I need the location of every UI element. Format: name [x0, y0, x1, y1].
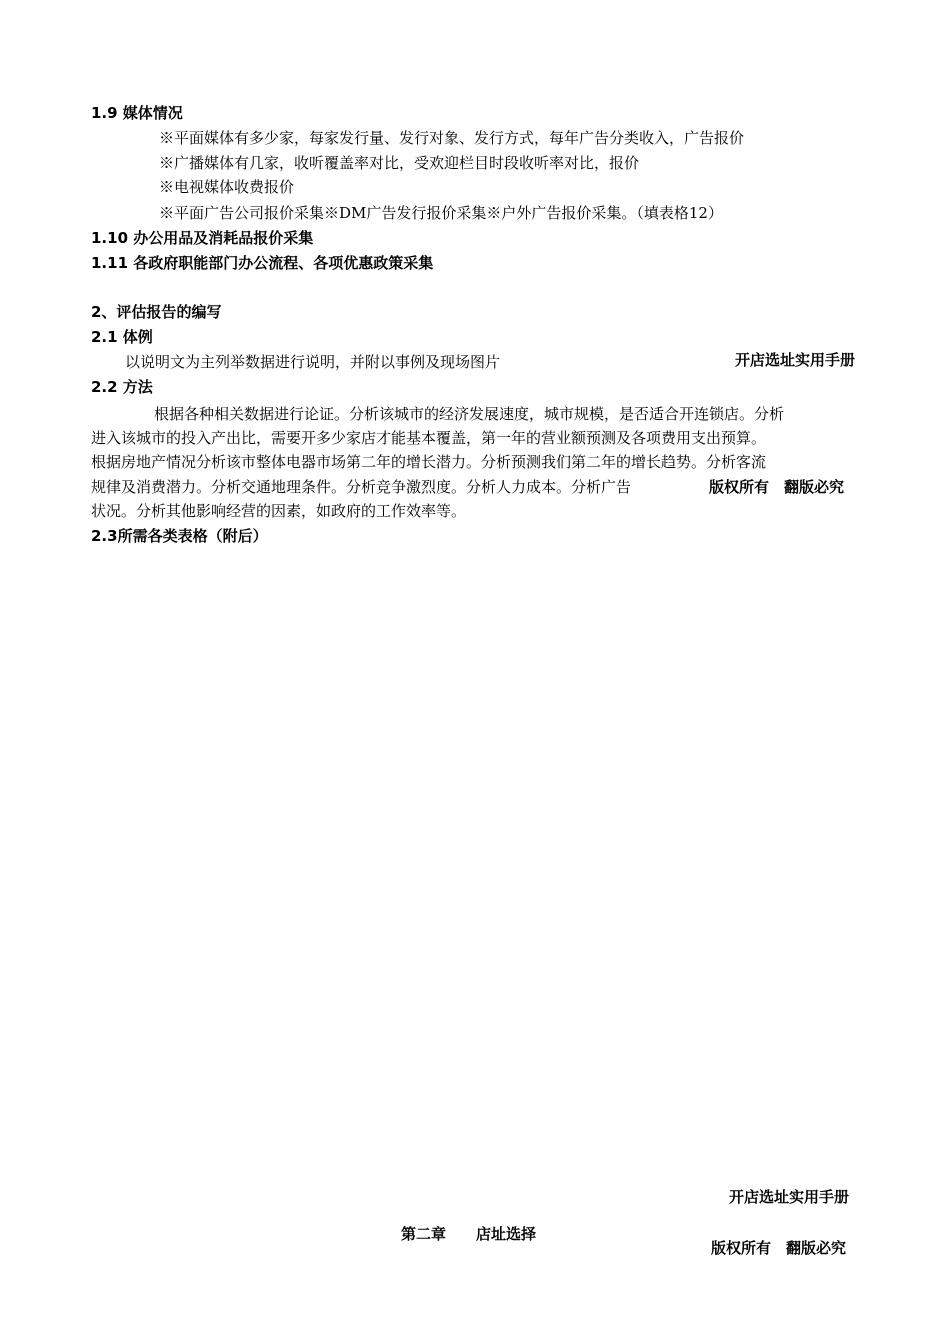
section-1-11-heading: 1.11 各政府职能部门办公流程、各项优惠政策采集 [91, 254, 434, 272]
section-2-heading: 2、评估报告的编写 [91, 303, 222, 321]
media-item-radio: ※广播媒体有几家，收听覆盖率对比，受欢迎栏目时段收听率对比，报价 [159, 154, 640, 172]
section-1-10-heading: 1.10 办公用品及消耗品报价采集 [91, 229, 314, 247]
media-item-print: ※平面媒体有多少家，每家发行量、发行对象、发行方式，每年广告分类收入，广告报价 [159, 129, 745, 147]
section-2-3-heading: 2.3所需各类表格（附后） [91, 527, 268, 545]
media-item-tv: ※电视媒体收费报价 [159, 178, 295, 196]
watermark-copyright: 版权所有 翻版必究 [706, 478, 850, 496]
section-1-9-heading: 1.9 媒体情况 [91, 104, 183, 122]
section-2-2-heading: 2.2 方法 [91, 378, 153, 396]
paragraph-line: 根据各种相关数据进行论证。分析该城市的经济发展速度，城市规模，是否适合开连锁店。分析 [154, 405, 785, 423]
media-item-ad-agency: ※平面广告公司报价采集※DM广告发行报价采集※户外广告报价采集。（填表格12） [159, 204, 723, 222]
paragraph-line: 进入该城市的投入产出比，需要开多少家店才能基本覆盖，第一年的营业额预测及各项费用支出预算。 [91, 429, 767, 448]
section-2-2-paragraph [91, 402, 861, 523]
watermark-manual-title: 开店选址实用手册 [735, 351, 856, 369]
paragraph-line: 规律及消费潜力。分析交通地理条件。分析竞争激烈度。分析人力成本。分析广告 [91, 477, 632, 496]
paragraph-line: 根据房地产情况分析该市整体电器市场第二年的增长潜力。分析预测我们第二年的增长趋势。分析客流 [91, 453, 767, 472]
section-2-1-heading: 2.1 体例 [91, 328, 153, 346]
footer-copyright: 版权所有 翻版必究 [711, 1239, 847, 1257]
footer-manual-title: 开店选址实用手册 [729, 1188, 850, 1206]
section-2-1-text: 以说明文为主列举数据进行说明，并附以事例及现场图片 [125, 353, 501, 371]
paragraph-line: 状况。分析其他影响经营的因素，如政府的工作效率等。 [91, 501, 467, 520]
chapter-title: 第二章 店址选择 [401, 1225, 537, 1243]
